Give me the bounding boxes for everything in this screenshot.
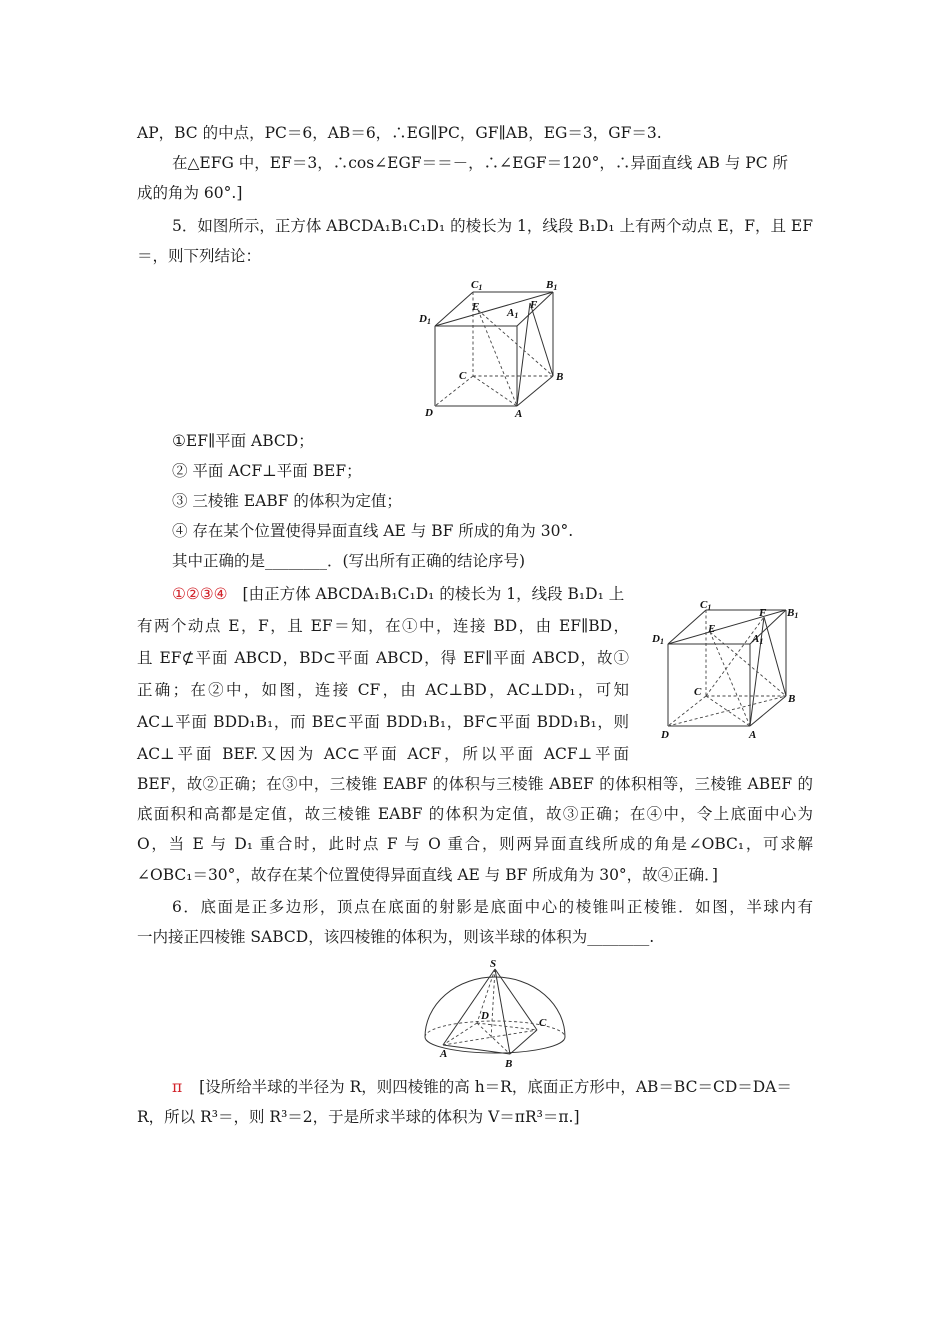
- text-line: AP，BC 的中点，PC＝6，AB＝6，∴EG∥PC，GF∥AB，EG＝3，GF＝3.: [137, 124, 662, 142]
- label-a: A: [440, 1048, 448, 1060]
- answer-5-line: [172, 584, 624, 604]
- label-e: E: [708, 623, 716, 635]
- hemisphere-pyramid-figure: [415, 957, 575, 1069]
- label-f: F: [530, 299, 538, 311]
- text-line: 成的角为 60°.]: [137, 184, 243, 202]
- label-c: C: [694, 686, 702, 698]
- cube-figure-solution: [648, 596, 808, 744]
- answer-5-line: 有两个动点 E，F，且 EF＝知，在①中，连接 BD，由 EF∥BD，: [137, 617, 629, 635]
- label-c1: C1: [700, 599, 712, 612]
- label-e: E: [472, 301, 480, 313]
- answer-5-line: ∠OBC₁＝30°，故存在某个位置使得异面直线 AE 与 BF 所成角为 30°，故④正确．]: [137, 866, 718, 884]
- problem-5-stem: ＝，则下列结论：: [137, 247, 262, 265]
- label-c: C: [459, 370, 467, 382]
- label-d: D: [425, 407, 433, 419]
- label-b1: B1: [787, 607, 799, 620]
- answer-5-line: 且 EF⊄平面 ABCD，BD⊂平面 ABCD，得 EF∥平面 ABCD，故①: [137, 649, 629, 667]
- problem-5-stem: 5．如图所示，正方体 ABCDA₁B₁C₁D₁ 的棱长为 1，线段 B₁D₁ 上有两个动点 E，F，且 EF: [172, 217, 813, 235]
- label-s: S: [490, 958, 497, 970]
- label-a1: A1: [752, 633, 764, 646]
- answer-5-line: BEF，故②正确；在③中，三棱锥 EABF 的体积与三棱锥 ABEF 的体积相等，三棱锥 ABEF 的: [137, 775, 813, 793]
- problem-5-question: 其中正确的是________．(写出所有正确的结论序号): [172, 552, 526, 570]
- label-b: B: [556, 371, 564, 383]
- label-d1: D1: [652, 633, 664, 646]
- conclusion-1: ①EF∥平面 ABCD；: [172, 432, 314, 450]
- label-b: B: [788, 693, 796, 705]
- cube-figure: [415, 278, 575, 423]
- conclusion-3: ③ 三棱锥 EABF 的体积为定值；: [172, 492, 402, 510]
- label-b: B: [505, 1058, 513, 1069]
- answer-5-line: O，当 E 与 D₁ 重合时，此时点 F 与 O 重合，则两异面直线所成的角是∠OBC₁，可求解: [137, 835, 813, 853]
- problem-6-stem: 6．底面是正多边形，顶点在底面的射影是底面中心的棱锥叫正棱锥．如图，半球内有: [172, 898, 813, 916]
- label-f: F: [759, 607, 767, 619]
- answer-5-text: [由正方体 ABCDA₁B₁C₁D₁ 的棱长为 1，线段 B₁D₁ 上: [242, 585, 625, 603]
- answer-5-line: AC⊥平面 BEF.又因为 AC⊂平面 ACF，所以平面 ACF⊥平面: [137, 745, 629, 763]
- label-b1: B1: [546, 279, 558, 292]
- label-a: A: [749, 729, 757, 741]
- label-d: D: [661, 729, 669, 741]
- label-d1: D1: [419, 313, 431, 326]
- problem-6-stem: 一内接正四棱锥 SABCD，该四棱锥的体积为，则该半球的体积为________.: [137, 928, 655, 946]
- answer-6-line: [172, 1077, 792, 1097]
- answer-6-key: π: [172, 1078, 183, 1096]
- conclusion-2: ② 平面 ACF⊥平面 BEF；: [172, 462, 362, 480]
- answer-5-line: 正确；在②中，如图，连接 CF，由 AC⊥BD，AC⊥DD₁，可知: [137, 681, 629, 699]
- text-line: 在△EFG 中，EF＝3，∴cos∠EGF＝＝－，∴∠EGF＝120°，∴异面直线 AB 与 PC 所: [172, 154, 788, 172]
- label-a: A: [515, 408, 523, 420]
- answer-6-text: [设所给半球的半径为 R，则四棱锥的高 h＝R，底面正方形中，AB＝BC＝CD＝DA＝: [199, 1078, 792, 1096]
- answer-5-key: ①②③④: [172, 585, 228, 603]
- answer-5-line: AC⊥平面 BDD₁B₁，而 BE⊂平面 BDD₁B₁，BF⊂平面 BDD₁B₁，则: [137, 713, 629, 731]
- conclusion-4: ④ 存在某个位置使得异面直线 AE 与 BF 所成的角为 30°.: [172, 522, 574, 540]
- answer-5-line: 底面积和高都是定值，故三棱锥 EABF 的体积为定值，故③正确；在④中，令上底面中心为: [137, 805, 813, 823]
- label-c1: C1: [471, 279, 483, 292]
- answer-6-line: R，所以 R³＝，则 R³＝2，于是所求半球的体积为 V＝πR³＝π.]: [137, 1108, 580, 1126]
- label-a1: A1: [507, 307, 519, 320]
- label-c: C: [539, 1017, 547, 1029]
- label-d: D: [481, 1010, 489, 1022]
